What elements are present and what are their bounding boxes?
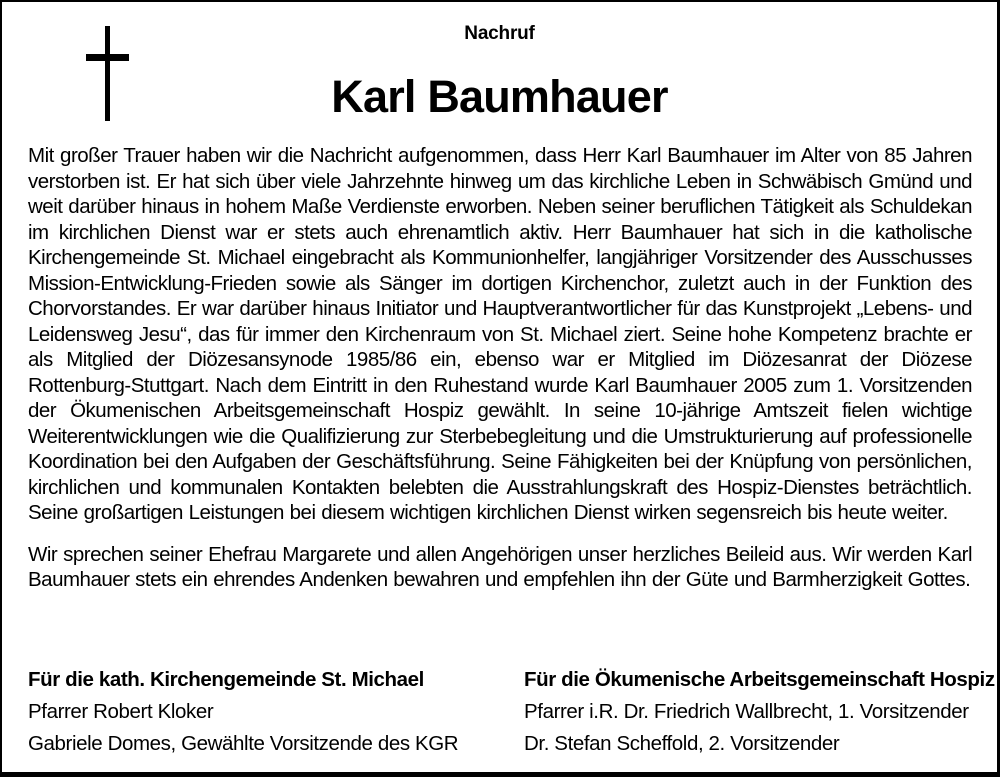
- deceased-name-title: Karl Baumhauer: [331, 71, 668, 122]
- signature-column-parish: [28, 664, 524, 760]
- signature-line: Pfarrer i.R. Dr. Friedrich Wallbrecht, 1. Vorsitzender: [524, 700, 969, 723]
- obituary-text: [28, 143, 972, 593]
- signature-section: [28, 664, 995, 760]
- signature-heading-hospiz: Für die Ökumenische Arbeitsgemeinschaft Hospiz: [524, 668, 995, 691]
- signature-column-hospiz: [524, 664, 995, 760]
- signature-line: Gabriele Domes, Gewählte Vorsitzende des KGR: [28, 732, 459, 755]
- signature-line: Dr. Stefan Scheffold, 2. Vorsitzender: [524, 732, 840, 755]
- cross-horizontal-bar: [86, 54, 129, 61]
- signature-line: Pfarrer Robert Kloker: [28, 700, 214, 723]
- obituary-paragraph-condolence: Wir sprechen seiner Ehefrau Margarete und allen Angehörigen unser herzliches Beileid aus. Wir werden Karl Baumhauer stets ein ehrendes Andenken bewahren und empfehlen ihn der Güte und Barmherzigkeit Gottes.: [28, 542, 972, 591]
- notice-kicker: Nachruf: [464, 23, 535, 44]
- signature-heading-parish: Für die kath. Kirchengemeinde St. Michael: [28, 668, 424, 691]
- obituary-paragraph-main: Mit großer Trauer haben wir die Nachricht aufgenommen, dass Herr Karl Baumhauer im Alter von 85 Jahren verstorben ist. Er hat sich über viele Jahrzehnte hinweg um das kirchliche Leben in Schwäbisch Gmünd und weit darüber hinaus in hohem Maße Verdienste erworben. Neben seiner beruflichen Tätigkeit als Schuldekan im kirchlichen Dienst war er stets auch ehrenamtlich aktiv. Herr Baumhauer hat sich in die katholische Kirchengemeinde St. Michael eingebracht als Kommunionhelfer, langjähriger Vorsitzender des Ausschusses Mission-Entwicklung-Frieden sowie als Sänger im dortigen Kirchenchor, zuletzt auch in der Funktion des Chorvorstandes. Er war darüber hinaus Initiator und Hauptverantwortlicher für das Kunstprojekt „Lebens- und Leidensweg Jesu“, das für immer den Kirchenraum von St. Michael ziert. Seine hohe Kompetenz brachte er als Mitglied der Diözesansynode 1985/86 ein, ebenso war er Mitglied im Diözesanrat der Diözese Rottenburg-Stuttgart. Nach dem Eintritt in den Ruhestand wurde Karl Baumhauer 2005 zum 1. Vorsitzenden der Ökumenischen Arbeitsgemeinschaft Hospiz gewählt. In seine 10-jährige Amtszeit fielen wichtige Weiterentwicklungen wie die Qualifizierung zur Sterbebegleitung und die Umstrukturierung auf professionelle Koordination bei den Aufgaben der Geschäftsführung. Seine Fähigkeiten bei der Knüpfung von persönlichen, kirchlichen und kommunalen Kontakten belebten die Ausstrahlungskraft des Hospiz-Dienstes beträchtlich. Seine großartigen Leistungen bei diesem wichtigen kirchlichen Dienst wirken segensreich bis heute weiter.: [28, 144, 972, 524]
